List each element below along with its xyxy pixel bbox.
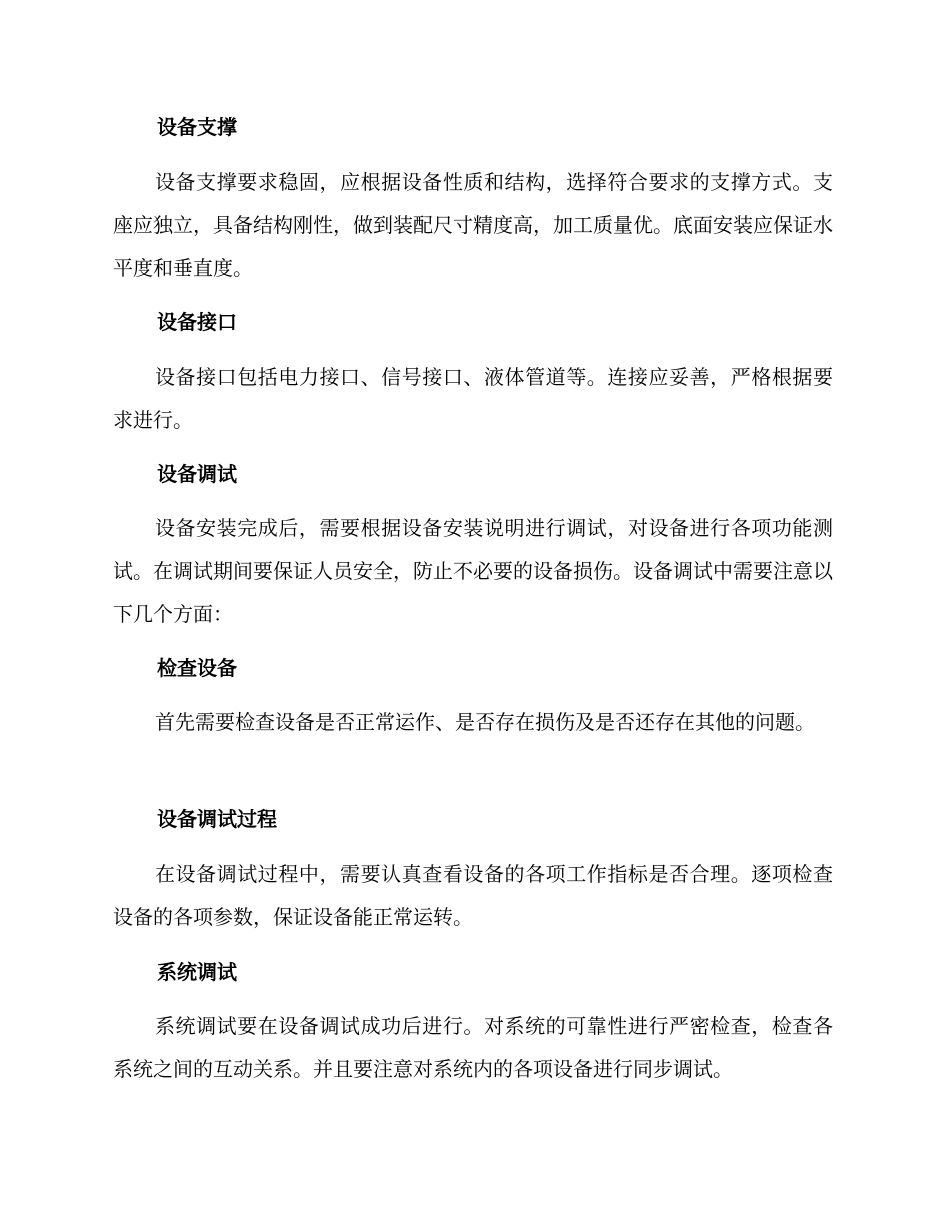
section-heading-equipment-support: 设备支撑 xyxy=(157,115,237,139)
section-heading-inspect-equipment: 检查设备 xyxy=(157,656,237,680)
section-paragraph-equipment-debugging: 设备安装完成后，需要根据设备安装说明进行调试，对设备进行各项功能测试。在调试期间要保证人员安全，防止不必要的设备损伤。设备调试中需要注意以下几个方面： xyxy=(113,516,833,626)
section-paragraph-equipment-support: 设备支撑要求稳固，应根据设备性质和结构，选择符合要求的支撑方式。支座应独立，具备结构刚性，做到装配尺寸精度高，加工质量优。底面安装应保证水平度和垂直度。 xyxy=(113,170,833,280)
section-heading-system-debugging: 系统调试 xyxy=(157,960,237,984)
section-paragraph-system-debugging: 系统调试要在设备调试成功后进行。对系统的可靠性进行严密检查，检查各系统之间的互动关系。并且要注意对系统内的各项设备进行同步调试。 xyxy=(113,1014,833,1081)
section-heading-debugging-process: 设备调试过程 xyxy=(157,807,277,831)
section-heading-equipment-interface: 设备接口 xyxy=(157,310,237,334)
section-paragraph-equipment-interface: 设备接口包括电力接口、信号接口、液体管道等。连接应妥善，严格根据要求进行。 xyxy=(113,365,833,432)
section-heading-equipment-debugging: 设备调试 xyxy=(157,462,237,486)
section-paragraph-inspect-equipment: 首先需要检查设备是否正常运作、是否存在损伤及是否还存在其他的问题。 xyxy=(155,710,815,734)
section-paragraph-debugging-process: 在设备调试过程中，需要认真查看设备的各项工作指标是否合理。逐项检查设备的各项参数，保证设备能正常运转。 xyxy=(113,862,833,929)
